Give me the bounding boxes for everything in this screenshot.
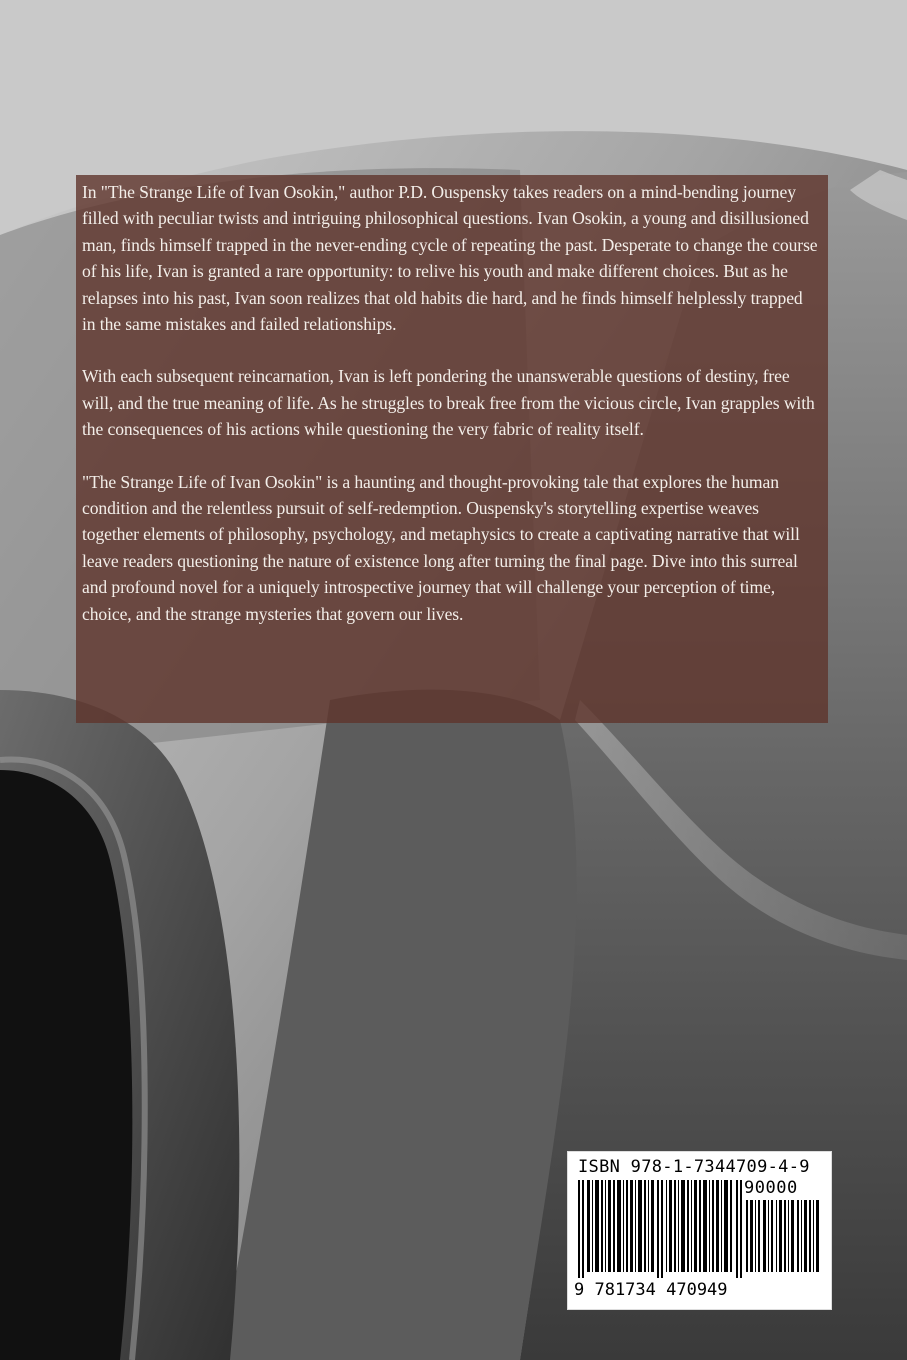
isbn-label: ISBN 978-1-7344709-4-9 [578,1157,810,1177]
price-code: 90000 [744,1178,798,1198]
addon-barcode-bars [746,1200,822,1272]
blurb-panel [76,175,828,723]
ean-digits: 9 781734 470949 [574,1280,728,1300]
blurb-paragraph-3: "The Strange Life of Ivan Osokin" is a haunting and thought-provoking tale that explores the human condition and the relentless pursuit of self-redemption. Ouspensky's storytelling expertise weaves together elements of philosophy, psychology, and metaphysics to create a captivating narrative that will leave readers questioning the nature of existence long after turning the final page. Dive into this surreal and profound novel for a uniquely introspective journey that will challenge your perception of time, choice, and the strange mysteries that govern our lives. [82,471,800,624]
isbn-barcode [567,1151,832,1310]
ean-barcode-bars [578,1180,744,1278]
blurb-paragraph-2: With each subsequent reincarnation, Ivan is left pondering the unanswerable questions of destiny, free will, and the true meaning of life. As he struggles to break free from the vicious circle, Ivan grapples with the consequences of his actions while questioning the very fabric of reality itself. [82,366,815,440]
blurb-paragraph-1: In "The Strange Life of Ivan Osokin," author P.D. Ouspensky takes readers on a mind-bending journey filled with peculiar twists and intriguing philosophical questions. Ivan Osokin, a young and disillusioned man, finds himself trapped in the never-ending cycle of repeating the past. Desperate to change the course of his life, Ivan is granted a rare opportunity: to relive his youth and make different choices. But as he relapses into his past, Ivan soon realizes that old habits die hard, and he finds himself helplessly trapped in the same mistakes and failed relationships. [82,182,818,335]
